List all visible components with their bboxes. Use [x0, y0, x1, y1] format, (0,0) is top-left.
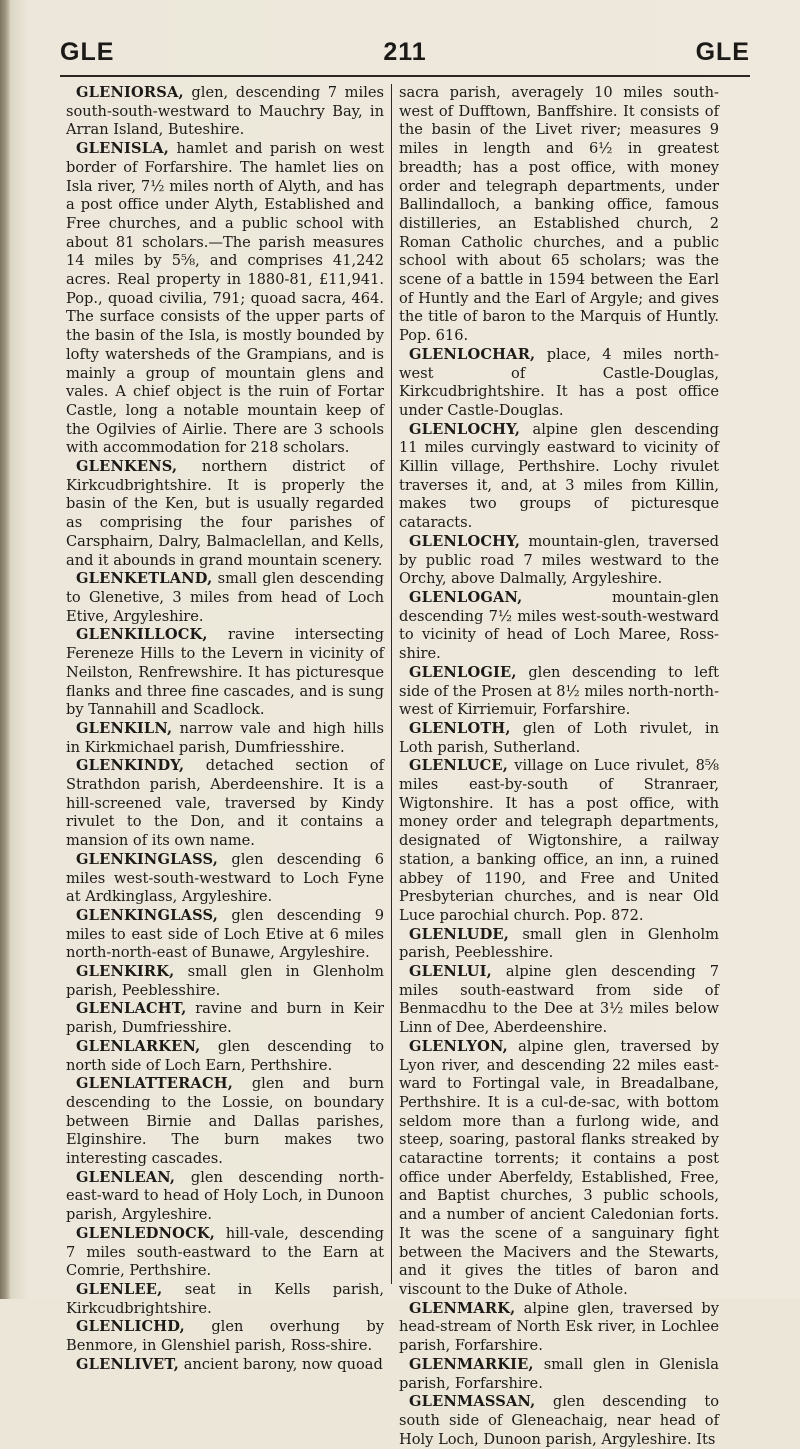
entry-headword: GLENLUI,: [409, 963, 492, 981]
entry-text: sacra parish, averagely 10 miles south-west of Dufftown, Banffshire. It consists of the basin of the Livet river; measures 9 miles in length and 6½ in greatest breadth; has a post office, with money order and telegraph departments, under Ballindalloch, a banking office, famous distilleries, an Established church, 2 Roman Catholic churches, and a public school with about 65 scholars; was the scene of a battle in 1594 between the Earl of Huntly and the Earl of Argyle; and gives the title of baron to the Marquis of Huntly. Pop. 616.: [399, 84, 719, 345]
gazetteer-entry: [66, 84, 384, 140]
entry-headword: GLENLYON,: [409, 1037, 508, 1055]
gazetteer-entry: [66, 963, 384, 1000]
entry-text: mountain-glen, traversed by public road 7 miles westward to the Orchy, above Dalmally, Argyleshire.: [399, 532, 719, 588]
gazetteer-entry: [399, 1393, 719, 1449]
entry-text: ancient barony, now quoad: [179, 1355, 383, 1373]
entry-text: hill-vale, descending 7 miles south-eastward to the Earn at Comrie, Perthshire.: [66, 1224, 384, 1280]
entry-headword: GLENLARKEN,: [76, 1037, 201, 1055]
entry-headword: GLENLOCHY,: [409, 532, 521, 550]
gazetteer-entry: [66, 1225, 384, 1281]
entry-text: alpine glen, traversed by Lyon river, and descending 22 miles east-ward to Fortingal vale, in Breadalbane, Perthshire. It is a cul-de-sac, with bottom seldom more than a furlong wide, and steep, soaring, pastoral flanks streaked by cataractine torrents; it contains a post office under Aberfeldy, Established, Free, and Baptist churches, 3 public schools, and a number of ancient Caledonian forts. It was the scene of a sanguinary fight between the Macivers and the Stewarts, and it gives the titles of baron and viscount to the Duke of Athole.: [399, 1037, 719, 1298]
entry-text: glen descending 9 miles to east side of Loch Etive at 6 miles north-north-east of Bunawe, Argyleshire.: [66, 906, 384, 962]
entry-text: glen descending 6 miles west-south-westward to Loch Fyne at Ardkinglass, Argyleshire.: [66, 850, 384, 906]
gazetteer-entry: [66, 458, 384, 570]
entry-headword: GLENLUDE,: [409, 925, 510, 943]
entry-text: narrow vale and high hills in Kirkmichael parish, Dumfriesshire.: [66, 719, 384, 756]
entry-headword: GLENMARKIE,: [409, 1355, 534, 1373]
entry-headword: GLENIORSA,: [76, 84, 184, 101]
gazetteer-entry: [66, 1038, 384, 1075]
entry-text: glen and burn descending to the Lossie, on boundary between Birnie and Dallas parishes, Elginshire. The burn makes two interesting cascades.: [66, 1075, 384, 1168]
entry-text: alpine glen descending 11 miles curvingly eastward to vicinity of Killin village, Perthshire. Lochy rivulet traverses it, and, at 3 miles from Killin, makes two groups of picturesque cataracts.: [399, 420, 719, 532]
entry-text: glen descending north-east-ward to head of Holy Loch, in Dunoon parish, Argyleshire.: [66, 1168, 384, 1224]
gazetteer-entry: [399, 533, 719, 589]
gazetteer-entry: [66, 1318, 384, 1355]
gazetteer-entry: [399, 346, 719, 421]
entry-text: small glen in Glenholm parish, Peeblesshire.: [399, 925, 719, 962]
entry-text: mountain-glen descending 7½ miles west-south-westward to vicinity of head of Loch Maree, Ross-shire.: [399, 588, 719, 663]
entry-headword: GLENMARK,: [409, 1299, 516, 1317]
entry-text: ravine intersecting Fereneze Hills to the Levern in vicinity of Neilston, Renfrewshire. It has picturesque flanks and three fine cascades, and is sung by Tannahill and Scadlock.: [66, 626, 384, 719]
entry-headword: GLENKILN,: [76, 719, 173, 737]
gazetteer-entry: [399, 1300, 719, 1356]
entry-text: glen descending to north side of Loch Earn, Perthshire.: [66, 1037, 384, 1074]
entry-text: small glen descending to Glenetive, 3 miles from head of Loch Etive, Argyleshire.: [66, 570, 384, 625]
gazetteer-entry: [66, 626, 384, 720]
gazetteer-entry: [399, 757, 719, 925]
entry-headword: GLENLOGIE,: [409, 663, 517, 681]
entry-headword: GLENLICHD,: [76, 1318, 185, 1336]
entry-headword: GLENKINGLASS,: [76, 850, 219, 868]
gazetteer-entry: [66, 1000, 384, 1037]
entry-headword: GLENLOTH,: [409, 719, 511, 737]
entry-text: alpine glen descending 7 miles south-eastward from side of Benmacdhu to the Dee at 3½ miles below Linn of Dee, Aberdeenshire.: [399, 963, 719, 1037]
entry-headword: GLENLATTERACH,: [76, 1075, 234, 1093]
gazetteer-entry: [399, 926, 719, 963]
entry-headword: GLENMASSAN,: [409, 1393, 536, 1411]
entry-headword: GLENLACHT,: [76, 1000, 187, 1018]
gazetteer-entry: [66, 1169, 384, 1225]
entry-headword: GLENKIRK,: [76, 963, 175, 981]
entry-text: glen, descending 7 miles south-south-westward to Mauchry Bay, in Arran Island, Buteshire.: [66, 84, 384, 139]
gazetteer-entry: [66, 1356, 384, 1375]
gazetteer-entry: [66, 757, 384, 851]
entry-headword: GLENKINDY,: [76, 757, 185, 775]
gazetteer-entry: [399, 421, 719, 533]
gazetteer-entry: [399, 589, 719, 664]
gazetteer-entry: [66, 720, 384, 757]
entry-text: small glen in Glenholm parish, Peeblesshire.: [66, 963, 384, 999]
entry-text: place, 4 miles north-west of Castle-Douglas, Kirkcudbrightshire. It has a post office under Castle-Douglas.: [399, 345, 719, 419]
entry-headword: GLENLOCHY,: [409, 420, 521, 438]
entry-text: small glen in Glenisla parish, Forfarshire.: [399, 1355, 719, 1392]
entry-text: detached section of Strathdon parish, Aberdeenshire. It is a hill-screened vale, traversed by Kindy rivulet to the Don, and it contains a mansion of its own name.: [66, 757, 384, 850]
gazetteer-entry: [66, 851, 384, 907]
entry-headword: GLENLEDNOCK,: [76, 1224, 216, 1242]
gazetteer-entry: [399, 1356, 719, 1393]
entry-text: glen of Loth rivulet, in Loth parish, Sutherland.: [399, 719, 719, 756]
entry-headword: GLENKILLOCK,: [76, 626, 208, 644]
gazetteer-entry: [399, 664, 719, 720]
page-binding-shadow: [0, 0, 10, 1299]
entry-headword: GLENKINGLASS,: [76, 906, 219, 924]
entry-text: village on Luce rivulet, 8⅝ miles east-by-south of Stranraer, Wigtonshire. It has a post office, with money order and telegraph departments, designated of Wigtonshire, a railway station, a banking office, an inn, a ruined abbey of 1190, and Free and United Presbyterian churches, and is near Old Luce parochial church. Pop. 872.: [399, 757, 719, 924]
entry-headword: GLENLOGAN,: [409, 588, 523, 606]
gazetteer-entry: [66, 1075, 384, 1169]
gazetteer-entry: [399, 1038, 719, 1300]
gazetteer-entry: [66, 570, 384, 626]
entry-text: glen descending to left side of the Prosen at 8½ miles north-north-west of Kirriemuir, Forfarshire.: [399, 663, 719, 719]
column-divider: [391, 84, 392, 1284]
header-rule: [60, 75, 750, 77]
gazetteer-entry: [66, 907, 384, 963]
left-column: [66, 84, 384, 1375]
page-number: 211: [383, 38, 427, 66]
entry-text: alpine glen, traversed by head-stream of North Esk river, in Lochlee parish, Forfarshire.: [399, 1299, 719, 1355]
entry-headword: GLENLIVET,: [76, 1355, 180, 1373]
entry-headword: GLENKETLAND,: [76, 570, 213, 588]
entry-text: glen overhung by Benmore, in Glenshiel parish, Ross-shire.: [66, 1318, 384, 1355]
gazetteer-entry: [399, 963, 719, 1038]
entry-headword: GLENISLA,: [76, 140, 170, 158]
gazetteer-entry: [66, 1281, 384, 1318]
entry-headword: GLENKENS,: [76, 458, 178, 476]
entry-text: ravine and burn in Keir parish, Dumfriesshire.: [66, 1000, 384, 1037]
right-column: [399, 84, 719, 1449]
header-right-guide-word: GLE: [695, 38, 750, 66]
gazetteer-entry: [399, 84, 719, 346]
entry-headword: GLENLOCHAR,: [409, 345, 536, 363]
running-header: [60, 38, 750, 68]
entry-text: glen descending to south side of Gleneachaig, near head of Holy Loch, Dunoon parish, Argyleshire. Its: [399, 1393, 719, 1448]
gazetteer-entry: [399, 720, 719, 757]
entry-headword: GLENLEE,: [76, 1281, 163, 1298]
entry-text: northern district of Kirkcudbrightshire. It is properly the basin of the Ken, but is usually regarded as comprising the four parishes of Carsphairn, Dalry, Balmaclellan, and Kells, and it abounds in grand mountain scenery.: [66, 458, 384, 569]
entry-headword: GLENLUCE,: [409, 757, 508, 775]
header-left-guide-word: GLE: [60, 38, 115, 66]
entry-text: hamlet and parish on west border of Forfarshire. The hamlet lies on Isla river, 7½ miles north of Alyth, and has a post office under Alyth, Established and Free churches, and a public school with about 81 scholars.—The parish measures 14 miles by 5⅝, and comprises 41,242 acres. Real property in 1880-81, £11,941. Pop., quoad civilia, 791; quoad sacra, 464. The surface consists of the upper parts of the basin of the Isla, is mostly bounded by lofty watersheds of the Grampians, and is mainly a group of mountain glens and vales. A chief object is the ruin of Fortar Castle, long a notable mountain keep of the Ogilvies of Airlie. There are 3 schools with accommodation for 218 scholars.: [66, 140, 384, 457]
entry-headword: GLENLEAN,: [76, 1168, 176, 1186]
gazetteer-entry: [66, 140, 384, 458]
entry-text: seat in Kells parish, Kirkcudbrightshire.: [66, 1281, 384, 1317]
